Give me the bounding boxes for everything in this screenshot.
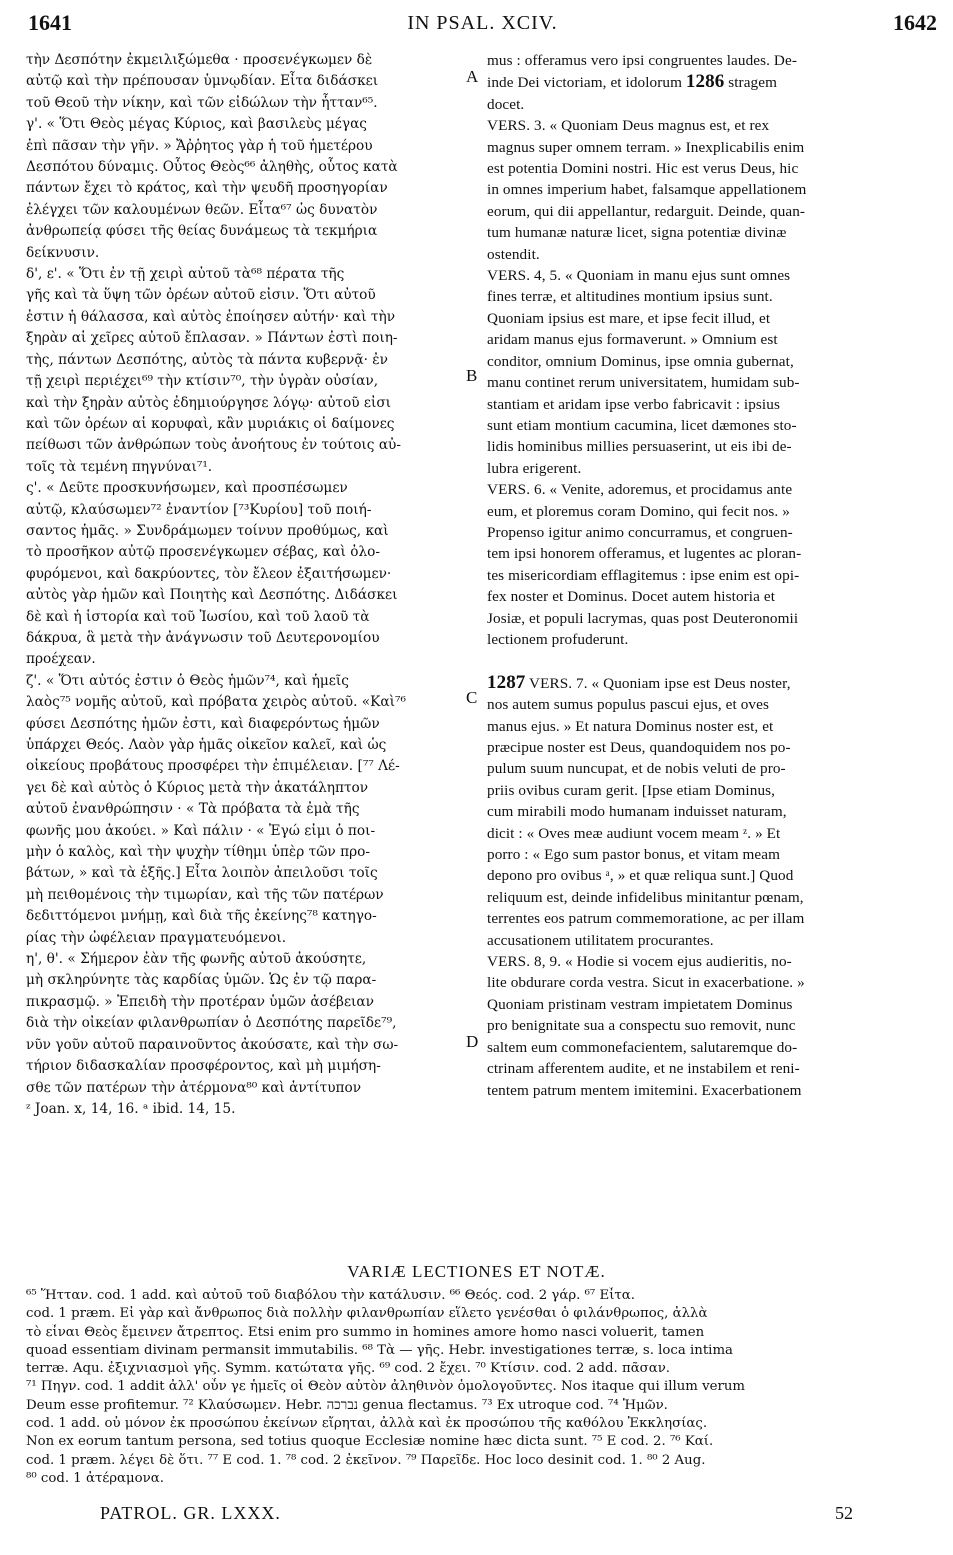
greek-text-line: τοῖς τὰ τεμένη πηγνύναι⁷¹. — [26, 458, 213, 475]
greek-text-line: αὐτὸς γὰρ ἡμῶν καὶ Ποιητὴς καὶ Δεσπότης. Διδάσκει — [26, 587, 398, 604]
greek-text-line: δ', ε'. « Ὅτι ἐν τῇ χειρὶ αὐτοῦ τὰ⁶⁸ πέρατα τῆς — [26, 266, 345, 283]
latin-text-line: eum, et ploremus coram Domino, qui fecit nos. » — [487, 502, 790, 520]
greek-text-line: ξηρὰν αἱ χεῖρες αὐτοῦ ἔπλασαν. » Πάντων ἐστὶ ποιη- — [26, 330, 398, 347]
note-line: τὸ εἶναι Θεὸς ἔμεινεν ἄτρεπτος. Etsi enim pro summo in homines amore homo nasci voluerit, tamen — [26, 1324, 705, 1340]
right-column-number: 1642 — [893, 10, 937, 35]
series-signature: PATROL. GR. LXXX. — [100, 1503, 281, 1523]
latin-text-line: Quoniam pristinam vestram impietatem Dominus — [487, 995, 793, 1013]
margin-letter-a: A — [466, 67, 479, 86]
latin-text-line: 1287 VERS. 7. « Quoniam ipse est Deus noster, — [487, 671, 791, 693]
greek-text-line: φωνῆς μου ἀκούει. » Καὶ πάλιν · « Ἐγώ εἰμι ὁ ποι- — [26, 822, 376, 839]
greek-column — [26, 50, 462, 1120]
latin-text-line: nos autem sumus populus pascui ejus, et oves — [487, 696, 769, 714]
latin-text-line: saltem eum commonefacientem, salutaremque do- — [487, 1038, 798, 1056]
latin-text-line: VERS. 4, 5. « Quoniam in manu ejus sunt omnes — [487, 267, 791, 285]
greek-text-line: τὸ προσῆκον αὐτῷ προσενέγκωμεν σέβας, καὶ ὀλο- — [26, 544, 381, 561]
latin-text-line: Propenso igitur animo concurramus, et congruen- — [487, 523, 793, 541]
greek-text-line: βάτων, » καὶ τὰ ἑξῆς.] Εἶτα λοιπὸν ἀπειλοῦσι τοῖς — [26, 865, 378, 882]
greek-text-line: μὴ σκληρύνητε τὰς καρδίας ὑμῶν. Ὡς ἐν τῷ παρα- — [26, 972, 377, 989]
greek-text-line: μὴν ὁ καλὸς, καὶ τὴν ψυχὴν τίθημι ὑπὲρ τῶν προ- — [26, 844, 370, 861]
latin-text-line: docet. — [487, 95, 525, 113]
latin-text-line: dicit : « Oves meæ audiunt vocem meam ᶻ. » Et — [487, 824, 781, 842]
greek-text-line: δεδιττόμενοι μνήμῃ, καὶ διὰ τῆς ἐκείνης⁷⁸ κατηγο- — [26, 908, 377, 925]
latin-text-line: tem ipsi honorem offeramus, et lugentes ac ploran- — [487, 545, 802, 563]
latin-column — [487, 50, 915, 1101]
greek-text-line: τῇ χειρὶ περιέχει⁶⁹ τὴν κτίσιν⁷⁰, τὴν ὑγρὰν οὐσίαν, — [26, 373, 379, 390]
greek-text-line: λαὸς⁷⁵ νομῆς αὐτοῦ, καὶ πρόβατα χειρὸς αὐτοῦ. «Καὶ⁷⁶ — [26, 694, 406, 711]
latin-text-line: Josiæ, et populi lacrymas, quas post Deuteronomii — [487, 609, 799, 627]
greek-text-line: προέχεαν. — [26, 651, 96, 668]
note-line: Deum esse profitemur. ⁷² Κλαύσωμεν. Hebr. נברכה genua flectamus. ⁷³ Ex utroque cod. ⁷⁴ Ἡμῶν. — [26, 1397, 668, 1413]
latin-text-line: ctrinam afferentem audite, et ne instabilem et reni- — [487, 1060, 800, 1078]
latin-text-line: lidis hominibus millies persuaserint, ut eis ibi de- — [487, 438, 792, 456]
greek-text-line: δείκνυσιν. — [26, 244, 100, 261]
greek-text-line: Δεσπότου δύναμις. Οὗτος Θεὸς⁶⁶ ἀληθὴς, οὗτος κατὰ — [26, 159, 398, 176]
latin-text-line: porro : « Ego sum pastor bonus, et vitam meam — [487, 846, 781, 864]
latin-text-line: manu continet rerum universitatem, humidam sub- — [487, 374, 800, 392]
latin-text-line: Quoniam ipsius est mare, et ipse fecit illud, et — [487, 309, 771, 327]
greek-text-line: τήριον διδασκαλίαν προσφέροντος, καὶ μὴ μιμήση- — [26, 1058, 381, 1075]
latin-text-line: fines terræ, et altitudines montium ipsius sunt. — [487, 288, 773, 306]
latin-text-line: VERS. 6. « Venite, adoremus, et procidamus ante — [487, 481, 793, 499]
latin-text-line: tum humanæ naturæ licet, signa potentiæ divinæ — [487, 224, 787, 242]
greek-text-line: διὰ τὴν οἰκείαν φιλανθρωπίαν ὁ Δεσπότης παρεῖδε⁷⁹, — [26, 1015, 397, 1032]
latin-text-line: cum mirabili modo humanam induisset naturam, — [487, 803, 787, 821]
latin-text-line: conditor, omnium Dominus, ipse omnia gubernat, — [487, 352, 794, 370]
running-header — [28, 10, 937, 40]
latin-text-line: tes misericordiam efflagitemus : ipse enim est opi- — [487, 566, 800, 584]
latin-text-line: eorum, qui dii appellantur, redarguit. Deinde, quan- — [487, 202, 806, 220]
greek-text-line: πείθωσι τῶν ἀνθρώπων τοὺς ἀνοήτους ἐν τούτοις αὐ- — [26, 437, 402, 454]
latin-text-line: VERS. 8, 9. « Hodie si vocem ejus audieritis, no- — [487, 953, 792, 971]
greek-text-line: ἐπὶ πᾶσαν τὴν γῆν. » Ἄῤῥητος γὰρ ἡ τοῦ ἡμετέρου — [26, 137, 373, 154]
latin-text-line: ostendit. — [487, 245, 540, 263]
variant-readings-notes — [26, 1287, 916, 1488]
latin-text-line: aridam manus ejus formaverunt. » Omnium est — [487, 331, 778, 349]
greek-text-line: καὶ τῶν ὀρέων αἱ κορυφαὶ, κἂν μυριάκις οἱ δαίμονες — [26, 415, 395, 432]
greek-text-line: τὴν Δεσπότην ἐκμειλιξώμεθα · προσενέγκωμεν δὲ — [26, 52, 373, 68]
greek-text-line: δὲ καὶ ἡ ἱστορία καὶ τοῦ Ἰωσίου, καὶ τοῦ λαοῦ τὰ — [26, 608, 370, 625]
greek-text-line: φυρόμενοι, καὶ δακρύοντες, τὸν ἔλεον ἐξαιτήσωμεν· — [26, 565, 392, 582]
greek-text-line: σαντος ἡμᾶς. » Συνδράμωμεν τοίνυν προθύμως, καὶ — [26, 522, 389, 539]
greek-text-line: τοῦ Θεοῦ τὴν νίκην, καὶ τῶν εἰδώλων τὴν ἧτταν⁶⁵. — [26, 94, 378, 111]
note-line: terræ. Aqu. ἐξιχνιασμοὶ γῆς. Symm. κατώτατα γῆς. ⁶⁹ cod. 2 ἔχει. ⁷⁰ Κτίσιν. cod. 2 add. πᾶσαν. — [26, 1361, 671, 1377]
latin-text-line: stantiam et aridam ipse verbo fabricavit : ipsius — [487, 395, 780, 413]
greek-text-line: ᶻ Joan. x, 14, 16. ᵃ ibid. 14, 15. — [26, 1100, 236, 1117]
latin-text-line: magnus super omnem terram. » Inexplicabilis enim — [487, 138, 805, 156]
latin-text-line: reliquum est, deinde infidelibus minitantur pœnam, — [487, 888, 804, 906]
note-line: ⁷¹ Πηγν. cod. 1 addit ἀλλ' οὖν γε ἡμεῖς οἱ Θεὸν αὐτὸν ἀληθινὸν ὁμολογοῦντες. Nos itaque qui illum verum — [26, 1379, 746, 1395]
greek-text-line: αὐτῷ, κλαύσωμεν⁷² ἐναντίον [⁷³Κυρίου] τοῦ ποιή- — [26, 501, 372, 518]
margin-letter-c: C — [466, 688, 478, 707]
latin-text-line — [487, 650, 915, 671]
greek-text-line: ρίας τὴν ὠφέλειαν πραγματευόμενοι. — [26, 929, 287, 946]
latin-text-line: inde Dei victoriam, et idolorum 1286 stragem — [487, 71, 777, 93]
greek-text-line: ἐλέγχει τῶν καλουμένων θεῶν. Εἶτα⁶⁷ ὡς δυνατὸν — [26, 201, 378, 218]
latin-text-line: manus ejus. » Et natura Dominus noster est, et — [487, 717, 774, 735]
greek-text-line: η', θ'. « Σήμερον ἐὰν τῆς φωνῆς αὐτοῦ ἀκούσητε, — [26, 951, 367, 968]
latin-text-line: tentem patrum mentem imitemini. Exacerbationem — [487, 1081, 802, 1099]
note-line: quoad essentiam divinam permansit immutabilis. ⁶⁸ Τὰ — γῆς. Hebr. investigationes terræ, s. loca intima — [26, 1342, 733, 1358]
greek-text-line: οἰκείους προβάτους προσφέρει τὴν ἐπιμέλειαν. [⁷⁷ Λέ- — [26, 758, 400, 775]
column-number-marker: 1286 — [685, 71, 725, 93]
greek-text-line: ἐστιν ἡ θάλασσα, καὶ αὐτὸς ἐποίησεν αὐτήν· καὶ τὴν — [26, 308, 396, 325]
greek-text-line: καὶ τὴν ξηρὰν αὐτὸς ἐδημιούργησε λόγῳ· αὐτοῦ εἰσι — [26, 394, 392, 411]
note-line: cod. 1 præm. λέγει δὲ ὅτι. ⁷⁷ E cod. 1. ⁷⁸ cod. 2 ἐκεῖνον. ⁷⁹ Παρεῖδε. Hoc loco desinit cod. 1. ⁸⁰ 2 Aug. — [26, 1452, 706, 1468]
greek-text-line: γῆς καὶ τὰ ὕψη τῶν ὀρέων αὐτοῦ εἰσιν. Ὅτι αὐτοῦ — [26, 287, 376, 304]
note-line: ⁸⁰ cod. 1 ἀτέραμονα. — [26, 1470, 164, 1486]
margin-letter-b: B — [466, 366, 478, 385]
note-line: cod. 1 præm. Εἰ γὰρ καὶ ἄνθρωπος διὰ πολλὴν φιλανθρωπίαν εἵλετο γενέσθαι ὁ φιλάνθρωπος, ἀλλὰ — [26, 1306, 708, 1322]
greek-text-line: ἀνθρωπείᾳ φύσει τῆς θείας δυνάμεως τὰ τεκμήρια — [26, 223, 378, 240]
latin-text-line: lubra erigerent. — [487, 459, 582, 477]
variae-lectiones-heading: VARIÆ LECTIONES ET NOTÆ. — [347, 1262, 606, 1281]
note-line: Non ex eorum tantum persona, sed totius quoque Ecclesiæ nomine hæc dicta sunt. ⁷⁵ E cod. 2. ⁷⁶ Καί. — [26, 1434, 714, 1450]
greek-text-line: πάντων ἔχει τὸ κράτος, καὶ τὴν ψευδῆ προσηγορίαν — [26, 180, 388, 197]
note-line: ⁶⁵ Ἥτταν. cod. 1 add. καὶ αὐτοῦ τοῦ διαβόλου τὴν κατάλυσιν. ⁶⁶ Θεός. cod. 2 γάρ. ⁶⁷ Εἶτα. — [26, 1288, 635, 1303]
latin-text-line: sunt etiam montium cacumina, licet dæmones sto- — [487, 416, 797, 434]
latin-text-line: lectionem profuderunt. — [487, 630, 629, 648]
greek-text-line: τὴς, πάντων Δεσπότης, αὐτὸς τὰ πάντα κυβερνᾷ· ἐν — [26, 351, 388, 368]
latin-text-line: præcipue noster est Deus, quandoquidem nos po- — [487, 739, 791, 756]
greek-text-line: αὐτῷ καὶ τὴν πρέπουσαν ὑμνῳδίαν. Εἶτα διδάσκει — [26, 73, 379, 90]
note-line: cod. 1 add. οὐ μόνον ἐκ προσώπου ἐκείνων εἴρηται, ἀλλὰ καὶ ἐκ προσώπου τῆς καθόλου Ἐκκλησίας. — [26, 1416, 708, 1432]
latin-text-line: priis ovibus curam gerit. [Ipse etiam Dominus, — [487, 781, 776, 799]
latin-text-line: terrentes eos patrum commemoratione, ac per illam — [487, 910, 805, 928]
greek-text-line: μὴ πειθομένοις τὴν τιμωρίαν, καὶ τῆς τῶν πατέρων — [26, 886, 384, 903]
page-footer — [100, 1503, 853, 1527]
latin-text-line: pro benignitate sua a conspectu suo removit, nunc — [487, 1017, 796, 1035]
latin-text-line: pulum suum nuncupat, et de nobis veluti de pro- — [487, 760, 786, 778]
greek-text-line: ὑπάρχει Θεός. Λαὸν γὰρ ἡμᾶς οἰκεῖον καλεῖ, καὶ ὡς — [26, 737, 387, 753]
greek-text-line: αὐτοῦ ἐνανθρώπησιν · « Τὰ πρόβατα τὰ ἐμὰ τῆς — [26, 801, 360, 818]
greek-text-line: ζ'. « Ὅτι αὐτός ἐστιν ὁ Θεὸς ἡμῶν⁷⁴, καὶ ἡμεῖς — [26, 672, 349, 689]
latin-text-line: accusationem utilitatem procurantes. — [487, 931, 714, 949]
left-column-number: 1641 — [28, 10, 72, 35]
latin-text-line: in omnes imperium habet, falsamque appellationem — [487, 181, 807, 199]
latin-text-line: est potentia Domini nostri. Hic est verus Deus, hic — [487, 160, 799, 178]
latin-text-line: fex noster et Dominus. Docet autem historia et — [487, 588, 776, 606]
greek-text-line: πικρασμῷ. » Ἐπειδὴ τὴν προτέραν ὑμῶν ἀσέβειαν — [26, 993, 374, 1010]
greek-text-line: νῦν γοῦν αὐτοῦ παραινοῦντος ἀκούσατε, καὶ τὴν σω- — [26, 1036, 399, 1053]
greek-text-line: γ'. « Ὅτι Θεὸς μέγας Κύριος, καὶ βασιλεὺς μέγας — [26, 116, 367, 133]
page-title: IN PSAL. XCIV. — [407, 12, 558, 34]
greek-text-line: γει δὲ καὶ αὐτὸς ὁ Κύριος μετὰ τὴν ἀκατάληπτον — [26, 779, 369, 796]
margin-letter-d: D — [466, 1032, 479, 1051]
greek-text-line: δάκρυα, ἃ μετὰ τὴν ἀνάγνωσιν τοῦ Δευτερονομίου — [26, 629, 380, 646]
column-number-marker: 1287 — [487, 671, 526, 693]
latin-text-line: VERS. 3. « Quoniam Deus magnus est, et rex — [487, 117, 770, 135]
latin-text-line: lite obdurare corda vestra. Sicut in exacerbatione. » — [487, 974, 805, 992]
greek-text-line: σθε τῶν πατέρων τὴν ἀτέρμονα⁸⁰ καὶ ἀντίτυπον — [26, 1079, 362, 1096]
signature-number: 52 — [835, 1503, 853, 1523]
greek-text-line: ς'. « Δεῦτε προσκυνήσωμεν, καὶ προσπέσωμεν — [26, 480, 348, 497]
latin-text-line: mus : offeramus vero ipsi congruentes laudes. De- — [487, 52, 797, 69]
greek-text-line: φύσει Δεσπότης ἡμῶν ἐστι, καὶ διαφερόντως ἡμῶν — [26, 715, 380, 732]
latin-text-line: depono pro ovibus ᵃ, » et quæ reliqua sunt.] Quod — [487, 867, 794, 885]
